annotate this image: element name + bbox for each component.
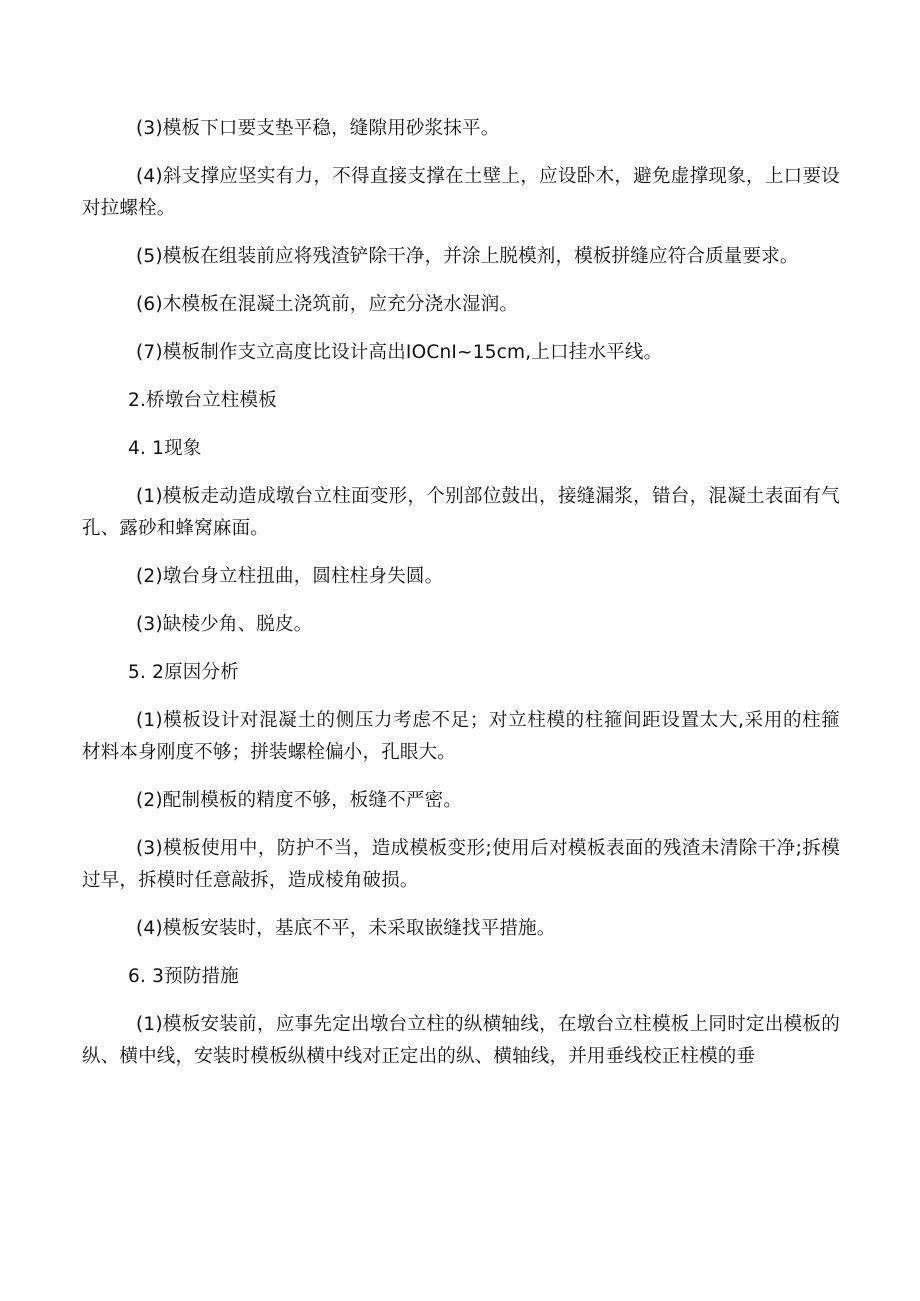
paragraph-prevention-1: (1)模板安装前，应事先定出墩台立柱的纵横轴线，在墩台立柱模板上同时定出模板的纵、横中线，安装时模板纵横中线对正定出的纵、横轴线，并用垂线校正柱模的垂 — [82, 1014, 840, 1067]
paragraph-phenomenon-3: (3)缺棱少角、脱皮。 — [136, 614, 313, 635]
subsection-heading-prevention: 6. 3预防措施 — [128, 966, 239, 987]
paragraph-phenomenon-2: (2)墩台身立柱扭曲，圆柱柱身失圆。 — [136, 566, 444, 587]
paragraph-phenomenon-1: (1)模板走动造成墩台立柱面变形，个别部位鼓出，接缝漏浆，错台，混凝土表面有气孔、露砂和蜂窝麻面。 — [82, 486, 840, 539]
document-body — [82, 113, 840, 1089]
paragraph-cause-3: (3)模板使用中，防护不当，造成模板变形;使用后对模板表面的残渣未清除干净;拆模过早，拆模时任意敲拆，造成棱角破损。 — [82, 838, 840, 891]
section-heading-pier-column-formwork: 2.桥墩台立柱模板 — [128, 390, 277, 411]
paragraph-cause-2: (2)配制模板的精度不够，板缝不严密。 — [136, 790, 463, 811]
paragraph-item-4-diagonal-brace: (4)斜支撑应坚实有力，不得直接支撑在土壁上，应设卧木，避免虚撑现象，上口要设对拉螺栓。 — [82, 166, 840, 219]
subsection-heading-phenomenon: 4. 1现象 — [128, 438, 202, 459]
paragraph-cause-1: (1)模板设计对混凝土的侧压力考虑不足；对立柱模的柱箍间距设置太大,采用的柱箍材料本身刚度不够；拼装螺栓偏小，孔眼大。 — [82, 710, 840, 763]
paragraph-cause-4: (4)模板安装时，基底不平，未采取嵌缝找平措施。 — [136, 918, 556, 939]
paragraph-item-6-wood-formwork-wetting: (6)木模板在混凝土浇筑前，应充分浇水湿润。 — [136, 294, 519, 315]
paragraph-item-7-formwork-height: (7)模板制作支立高度比设计高出IOCnI~15cm,上口挂水平线。 — [136, 342, 663, 363]
subsection-heading-cause-analysis: 5. 2原因分析 — [128, 662, 239, 683]
paragraph-item-5-assembly-cleaning: (5)模板在组装前应将残渣铲除干净，并涂上脱模剂，模板拼缝应符合质量要求。 — [136, 246, 799, 267]
paragraph-item-3-formwork-bottom: (3)模板下口要支垫平稳，缝隙用砂浆抹平。 — [136, 118, 500, 139]
